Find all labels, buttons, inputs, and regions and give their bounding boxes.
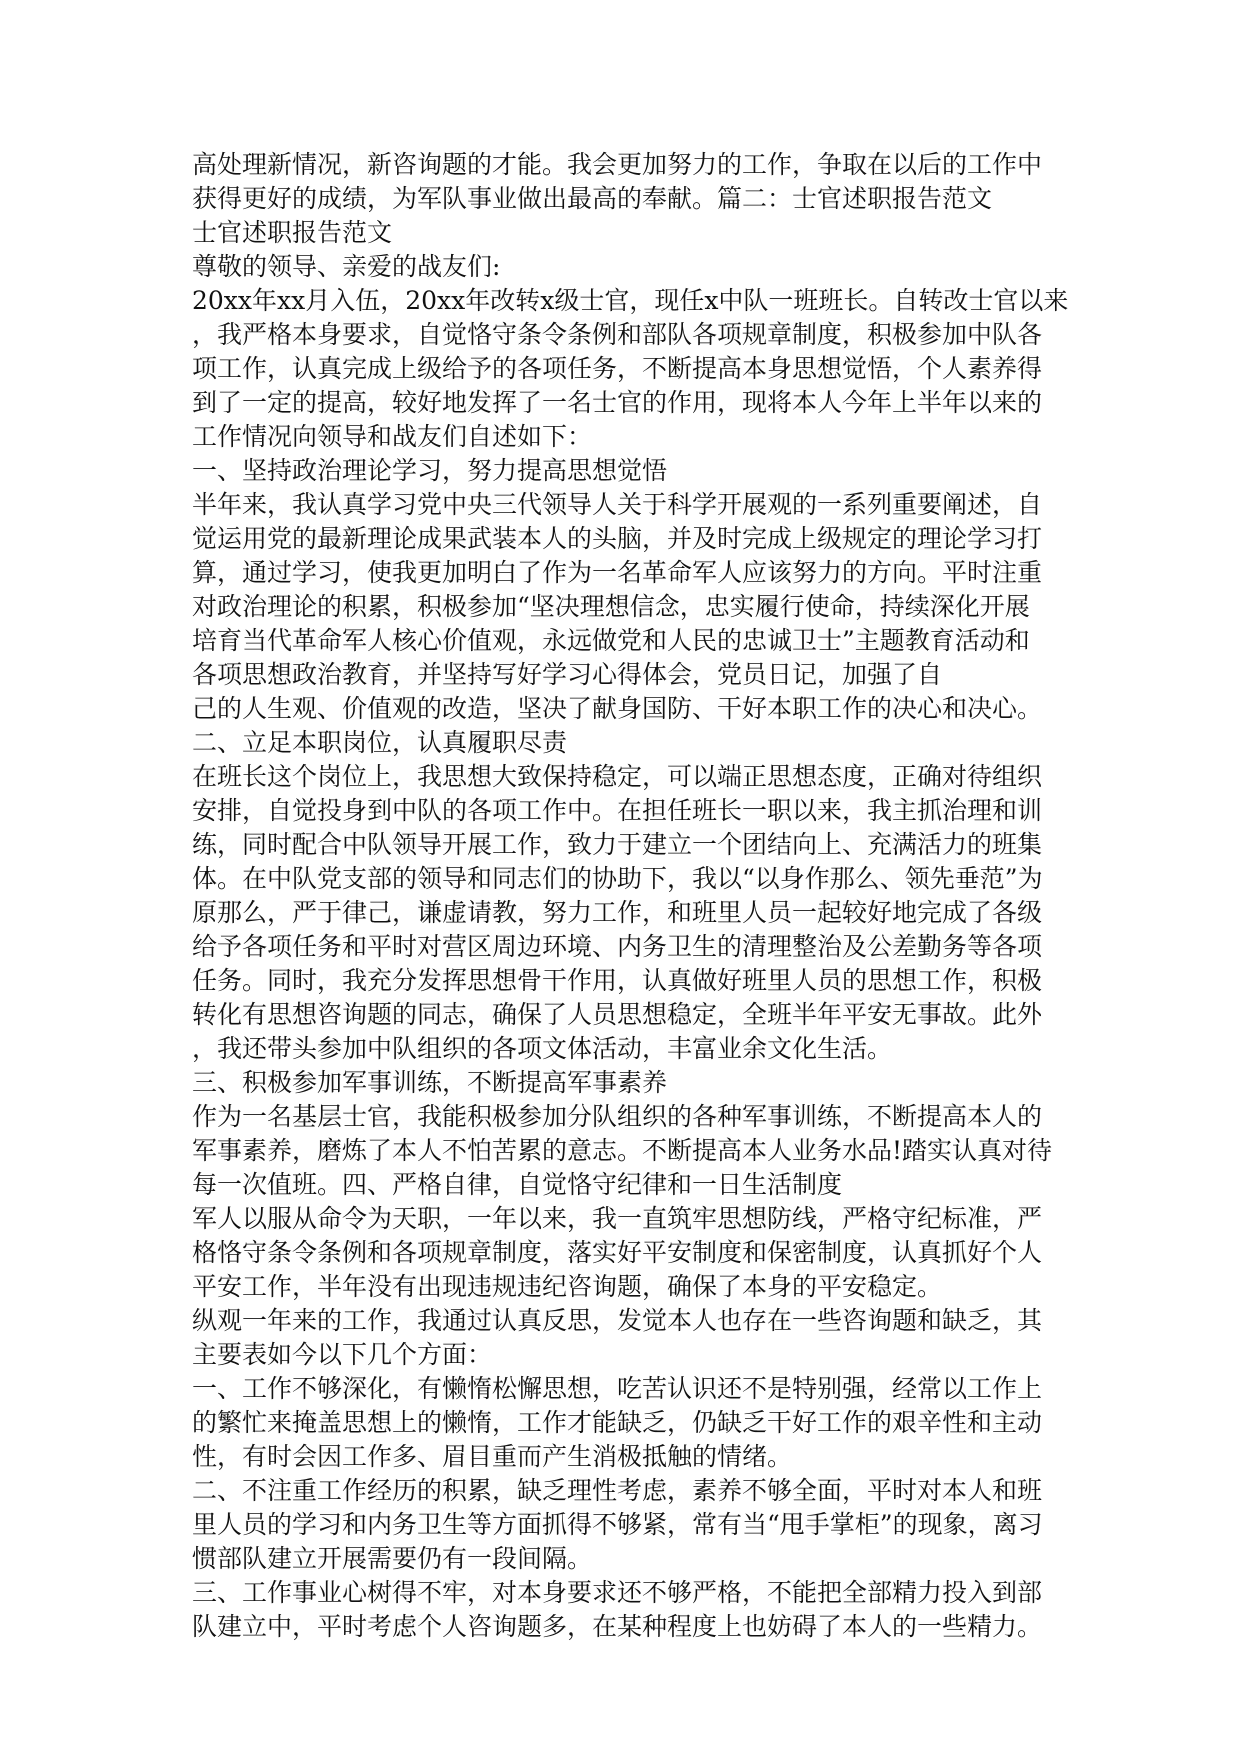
text-line: 己的人生观、价值观的改造，坚决了献身国防、干好本职工作的决心和决心。 bbox=[192, 694, 1043, 723]
text-line: 算，通过学习，使我更加明白了作为一名革命军人应该努力的方向。平时注重 bbox=[192, 558, 1043, 587]
text-line: 平安工作，半年没有出现违规违纪咨询题，确保了本身的平安稳定。 bbox=[192, 1272, 943, 1301]
text-line: 给予各项任务和平时对营区周边环境、内务卫生的清理整治及公差勤务等各项 bbox=[192, 932, 1043, 961]
text-line: 项工作，认真完成上级给予的各项任务，不断提高本身思想觉悟，个人素养得 bbox=[192, 354, 1043, 383]
text-line: 尊敬的领导、亲爱的战友们: bbox=[192, 252, 501, 281]
text-line: 半年来，我认真学习党中央三代领导人关于科学开展观的一系列重要阐述，自 bbox=[192, 490, 1043, 519]
text-line: 在班长这个岗位上，我思想大致保持稳定，可以端正思想态度，正确对待组织 bbox=[192, 762, 1043, 791]
text-line: 一、坚持政治理论学习，努力提高思想觉悟 bbox=[192, 456, 668, 485]
text-line: 格恪守条令条例和各项规章制度，落实好平安制度和保密制度，认真抓好个人 bbox=[192, 1238, 1043, 1267]
text-line: 纵观一年来的工作，我通过认真反思，发觉本人也存在一些咨询题和缺乏，其 bbox=[192, 1306, 1043, 1335]
text-line: 高处理新情况，新咨询题的才能。我会更加努力的工作，争取在以后的工作中 bbox=[192, 150, 1043, 179]
text-line: 性，有时会因工作多、眉目重而产生消极抵触的情绪。 bbox=[192, 1442, 793, 1471]
text-line: 作为一名基层士官，我能积极参加分队组织的各种军事训练，不断提高本人的 bbox=[192, 1102, 1043, 1131]
text-line: 工作情况向领导和战友们自述如下： bbox=[192, 422, 593, 451]
text-line: 士官述职报告范文 bbox=[192, 218, 393, 247]
text-line: 的繁忙来掩盖思想上的懒惰，工作才能缺乏，仍缺乏干好工作的艰辛性和主动 bbox=[192, 1408, 1043, 1437]
text-line: 练，同时配合中队领导开展工作，致力于建立一个团结向上、充满活力的班集 bbox=[192, 830, 1043, 859]
text-line: 一、工作不够深化，有懒惰松懈思想，吃苦认识还不是特别强，经常以工作上 bbox=[192, 1374, 1043, 1403]
text-line: 每一次值班。四、严格自律，自觉恪守纪律和一日生活制度 bbox=[192, 1170, 843, 1199]
text-line: 体。在中队党支部的领导和同志们的协助下，我以“以身作那么、领先垂范”为 bbox=[192, 864, 1043, 893]
text-line: 队建立中，平时考虑个人咨询题多，在某种程度上也妨碍了本人的一些精力。 bbox=[192, 1612, 1043, 1641]
text-line: 二、不注重工作经历的积累，缺乏理性考虑，素养不够全面，平时对本人和班 bbox=[192, 1476, 1043, 1505]
text-line: 惯部队建立开展需要仍有一段间隔。 bbox=[192, 1544, 593, 1573]
text-line: 二、立足本职岗位，认真履职尽责 bbox=[192, 728, 568, 757]
text-line: 觉运用党的最新理论成果武装本人的头脑，并及时完成上级规定的理论学习打 bbox=[192, 524, 1043, 553]
text-line: ，我还带头参加中队组织的各项文体活动，丰富业余文化生活。 bbox=[192, 1034, 893, 1063]
text-line: 到了一定的提高，较好地发挥了一名士官的作用，现将本人今年上半年以来的 bbox=[192, 388, 1043, 417]
document-body bbox=[192, 148, 1072, 1644]
text-line: 对政治理论的积累，积极参加“坚决理想信念，忠实履行使命，持续深化开展 bbox=[192, 592, 1030, 621]
text-line: 里人员的学习和内务卫生等方面抓得不够紧，常有当“甩手掌柜”的现象，离习 bbox=[192, 1510, 1043, 1539]
text-line: 军人以服从命令为天职，一年以来，我一直筑牢思想防线，严格守纪标准，严 bbox=[192, 1204, 1043, 1233]
text-line: 获得更好的成绩，为军队事业做出最高的奉献。篇二：士官述职报告范文 bbox=[192, 184, 993, 213]
text-line: 安排，自觉投身到中队的各项工作中。在担任班长一职以来，我主抓治理和训 bbox=[192, 796, 1043, 825]
text-line: 军事素养，磨炼了本人不怕苦累的意志。不断提高本人业务水品!踏实认真对待 bbox=[192, 1136, 1053, 1165]
text-line: 三、积极参加军事训练，不断提高军事素养 bbox=[192, 1068, 668, 1097]
text-line: 任务。同时，我充分发挥思想骨干作用，认真做好班里人员的思想工作，积极 bbox=[192, 966, 1043, 995]
text-line: 各项思想政治教育，并坚持写好学习心得体会，党员日记，加强了自 bbox=[192, 660, 943, 689]
text-line: 20xx年xx月入伍，20xx年改转x级士官，现任x中队一班班长。自转改士官以来 bbox=[192, 286, 1069, 315]
text-line: 主要表如今以下几个方面： bbox=[192, 1340, 493, 1369]
text-line: 原那么，严于律己，谦虚请教，努力工作，和班里人员一起较好地完成了各级 bbox=[192, 898, 1043, 927]
text-line: 培育当代革命军人核心价值观，永远做党和人民的忠诚卫士”主题教育活动和 bbox=[192, 626, 1030, 655]
text-line: ，我严格本身要求，自觉恪守条令条例和部队各项规章制度，积极参加中队各 bbox=[192, 320, 1043, 349]
text-line: 三、工作事业心树得不牢，对本身要求还不够严格，不能把全部精力投入到部 bbox=[192, 1578, 1043, 1607]
text-line: 转化有思想咨询题的同志，确保了人员思想稳定，全班半年平安无事故。此外 bbox=[192, 1000, 1043, 1029]
